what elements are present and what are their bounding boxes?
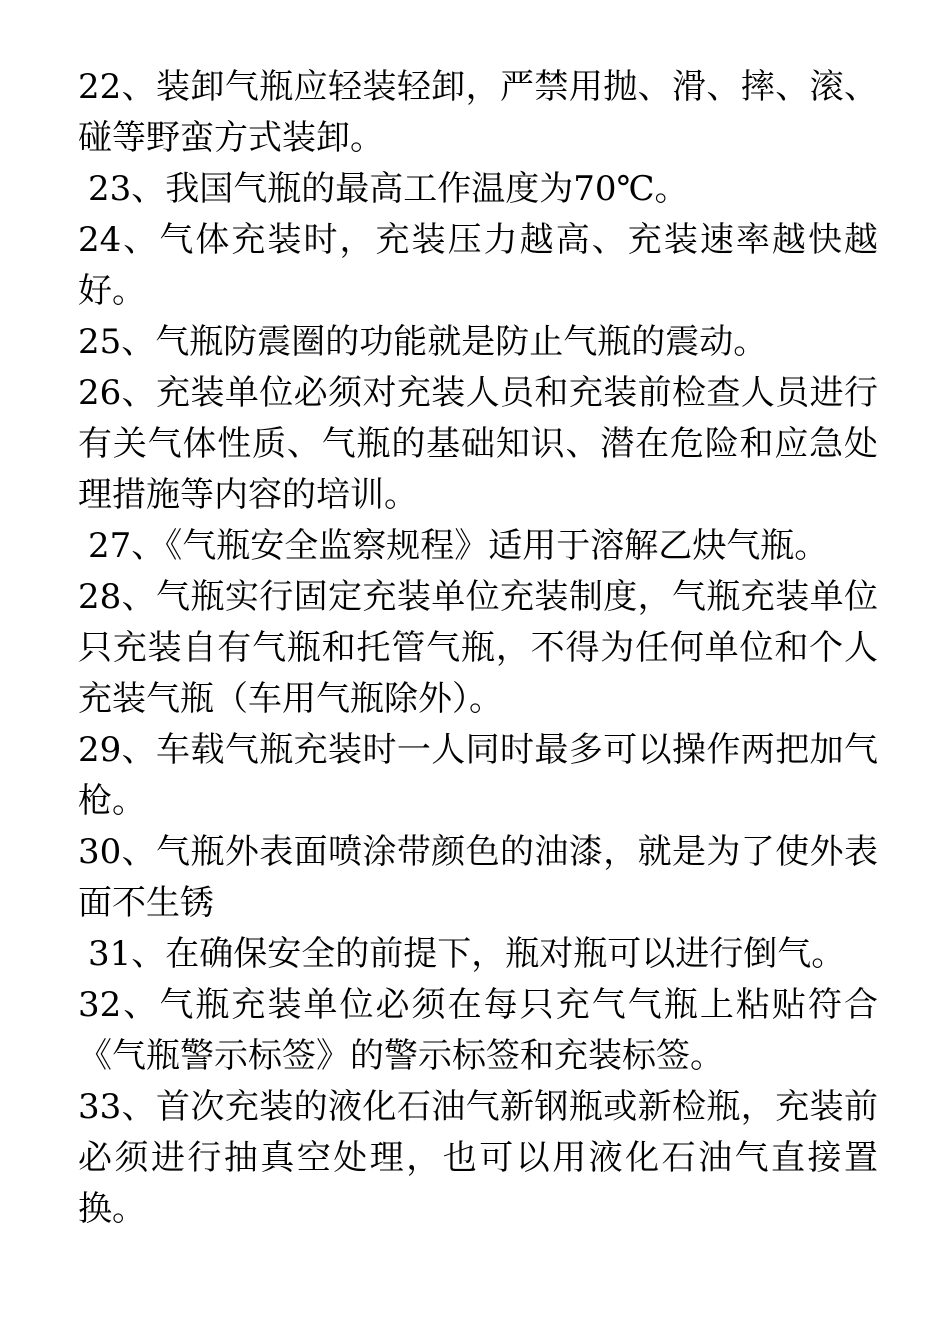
question-item-28: 28、气瓶实行固定充装单位充装制度，气瓶充装单位只充装自有气瓶和托管气瓶，不得为任何单位和个人充装气瓶（车用气瓶除外）。 (78, 577, 878, 719)
question-item-22: 22、装卸气瓶应轻装轻卸，严禁用抛、滑、摔、滚、碰等野蛮方式装卸。 (78, 67, 878, 158)
question-item-24: 24、气体充装时，充装压力越高、充装速率越快越好。 (78, 220, 878, 311)
question-item-29: 29、车载气瓶充装时一人同时最多可以操作两把加气枪。 (78, 730, 878, 821)
question-item-27: 27、《气瓶安全监察规程》适用于溶解乙炔气瓶。 (88, 526, 829, 566)
question-item-32: 32、气瓶充装单位必须在每只充气气瓶上粘贴符合《气瓶警示标签》的警示标签和充装标签。 (78, 985, 878, 1076)
question-item-30: 30、气瓶外表面喷涂带颜色的油漆，就是为了使外表面不生锈 (78, 832, 878, 923)
document-body (78, 62, 878, 1235)
question-item-25: 25、气瓶防震圈的功能就是防止气瓶的震动。 (78, 322, 768, 362)
question-item-31: 31、在确保安全的前提下，瓶对瓶可以进行倒气。 (88, 934, 846, 974)
question-item-26: 26、充装单位必须对充装人员和充装前检查人员进行有关气体性质、气瓶的基础知识、潜在危险和应急处理措施等内容的培训。 (78, 373, 878, 515)
question-item-23: 23、我国气瓶的最高工作温度为70℃。 (88, 169, 689, 209)
question-item-33: 33、首次充装的液化石油气新钢瓶或新检瓶，充装前必须进行抽真空处理，也可以用液化石油气直接置换。 (78, 1087, 878, 1229)
